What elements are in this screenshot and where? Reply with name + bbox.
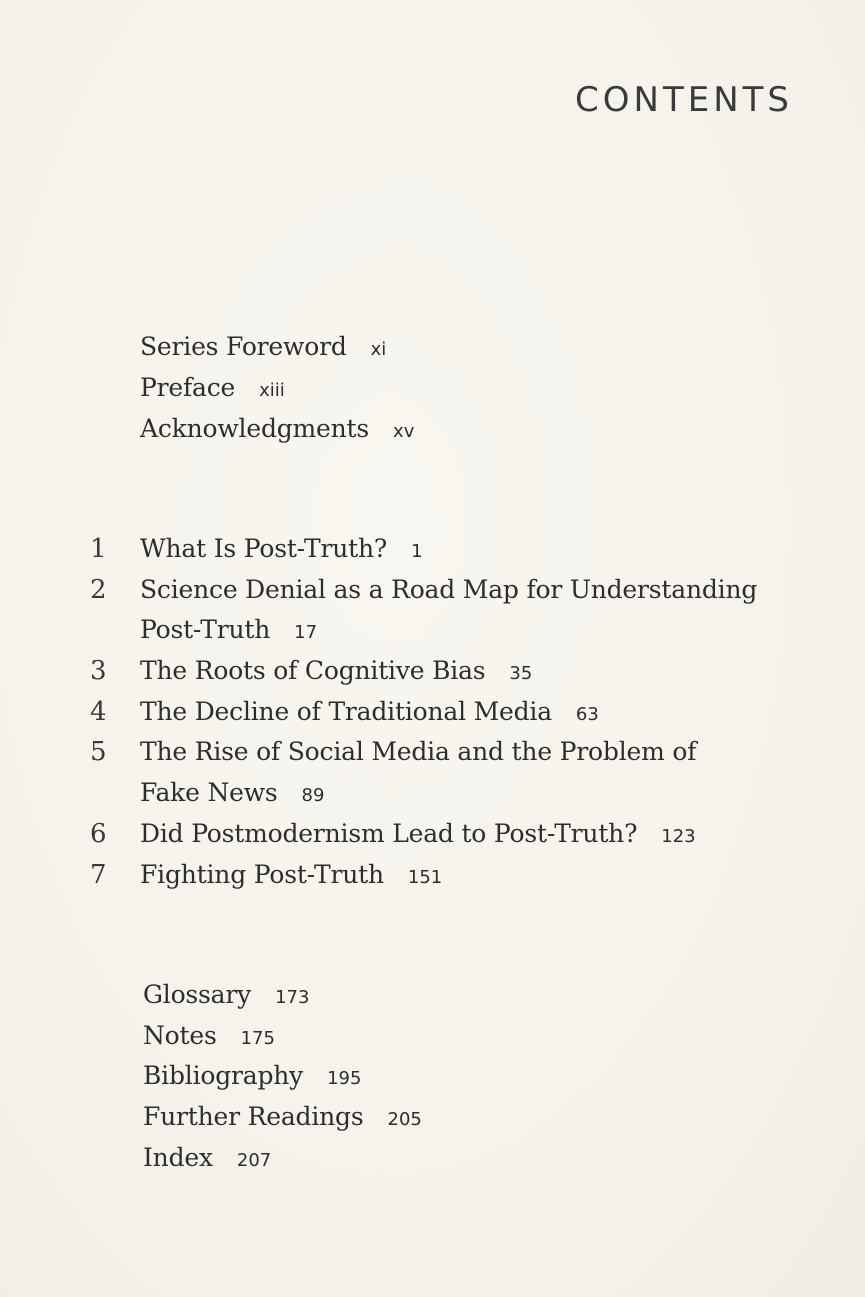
toc-entry-chapter-7 — [140, 860, 442, 900]
toc-entry-page: xi — [370, 339, 387, 360]
toc-entry-index — [143, 1143, 271, 1183]
toc-entry-title: Fighting Post-Truth — [140, 860, 384, 889]
toc-entry-page: 89 — [301, 785, 325, 806]
chapter-number: 3 — [90, 656, 107, 686]
chapter-number: 1 — [90, 534, 107, 564]
toc-entry-series-foreword — [140, 332, 386, 372]
toc-entry-page: 205 — [387, 1109, 422, 1130]
toc-entry-chapter-3 — [140, 656, 532, 696]
toc-entry-page: 173 — [275, 987, 310, 1008]
toc-entry-chapter-6 — [140, 819, 696, 859]
toc-entry-page: 151 — [407, 867, 443, 888]
toc-entry-chapter-1 — [140, 534, 423, 574]
toc-entry-title-line-2: Post-Truth — [140, 615, 271, 644]
toc-entry-title: Index — [143, 1143, 213, 1172]
toc-entry-title: Notes — [143, 1021, 217, 1050]
chapter-number: 4 — [90, 697, 107, 727]
chapter-number: 6 — [90, 819, 107, 849]
toc-entry-page: 175 — [240, 1028, 275, 1049]
toc-entry-chapter-4 — [140, 697, 599, 737]
chapter-number: 2 — [90, 575, 107, 605]
toc-entry-page: 195 — [327, 1068, 362, 1089]
toc-entry-title-line-1: Science Denial as a Road Map for Understanding — [140, 575, 758, 604]
toc-entry-chapter-2-continued — [140, 615, 317, 655]
toc-entry-title: The Roots of Cognitive Bias — [140, 656, 486, 685]
toc-entry-page: xiii — [259, 380, 285, 401]
toc-entry-page: 17 — [294, 622, 318, 643]
toc-entry-acknowledgments — [140, 414, 414, 454]
toc-entry-chapter-5-continued — [140, 778, 324, 818]
toc-entry-page: 35 — [509, 663, 533, 684]
toc-entry-title-line-2: Fake News — [140, 778, 278, 807]
toc-entry-title: Preface — [140, 373, 236, 402]
chapter-number: 5 — [90, 737, 107, 767]
toc-entry-chapter-2 — [140, 575, 757, 615]
toc-entry-notes — [143, 1021, 275, 1061]
toc-entry-title: Glossary — [143, 980, 252, 1009]
toc-entry-page: 207 — [236, 1150, 272, 1171]
toc-entry-title: Bibliography — [143, 1061, 304, 1090]
toc-entry-page: 123 — [661, 826, 696, 847]
page-title: CONTENTS — [575, 80, 793, 120]
toc-entry-title: Further Readings — [143, 1102, 364, 1131]
toc-entry-title: Acknowledgments — [140, 414, 370, 443]
toc-entry-chapter-5 — [140, 737, 696, 777]
toc-entry-title: The Decline of Traditional Media — [140, 697, 552, 726]
toc-entry-page: 63 — [575, 704, 599, 725]
toc-entry-page: 1 — [411, 541, 423, 562]
toc-entry-preface — [140, 373, 285, 413]
toc-entry-glossary — [143, 980, 309, 1020]
toc-entry-page: xv — [393, 421, 415, 442]
toc-entry-title: What Is Post-Truth? — [140, 534, 388, 563]
chapter-number: 7 — [90, 860, 107, 890]
toc-entry-title: Did Postmodernism Lead to Post-Truth? — [140, 819, 638, 848]
toc-entry-title-line-1: The Rise of Social Media and the Problem of — [140, 737, 697, 766]
toc-entry-title: Series Foreword — [140, 332, 347, 361]
toc-entry-bibliography — [143, 1061, 361, 1101]
toc-entry-further-readings — [143, 1102, 422, 1142]
